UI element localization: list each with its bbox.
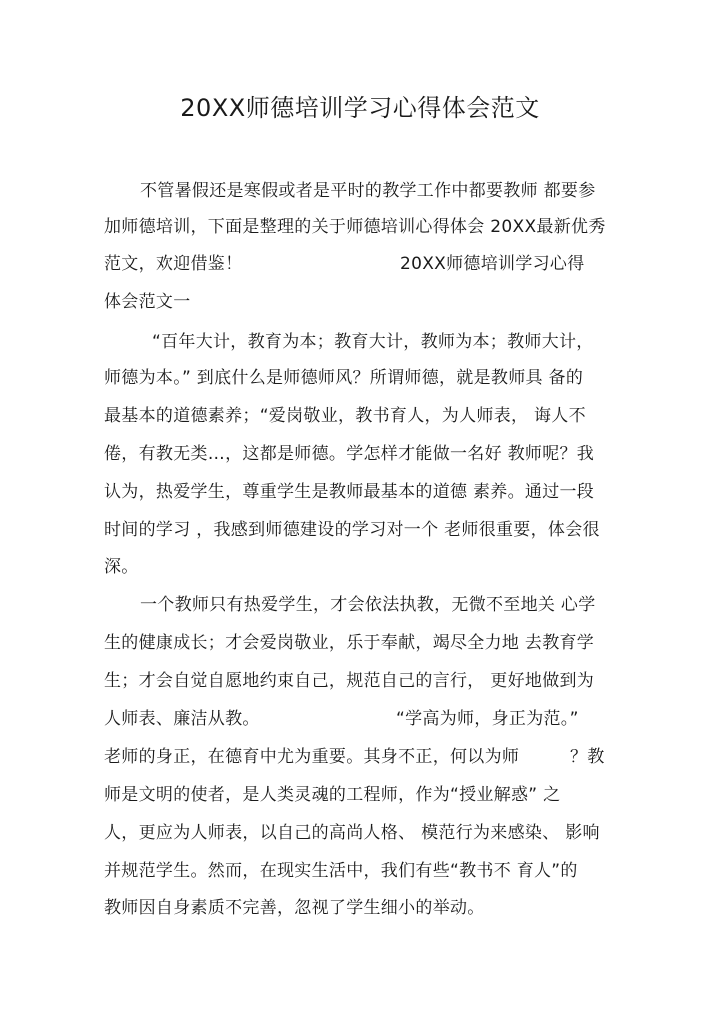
text-line: 加师德培训，下面是整理的关于师德培训心得体会 20XX最新优秀 <box>104 217 606 237</box>
text-line: 20XX师德培训学习心得 <box>400 254 585 274</box>
text-line: “学高为师，身正为范。” <box>396 709 579 729</box>
text-line: 生的健康成长；才会爱岗敬业，乐于奉献，竭尽全力地 去教育学 <box>104 633 595 653</box>
text-line: 一个教师只有热爱学生，才会依法执教，无微不至地关 心学 <box>140 595 596 615</box>
text-line: 师德为本。” 到底什么是师德师风？所谓师德，就是教师具 备的 <box>104 368 584 388</box>
document-title: 20XX师德培训学习心得体会范文 <box>180 94 540 122</box>
text-line: 不管暑假还是寒假或者是平时的教学工作中都要教师 都要参 <box>140 181 596 201</box>
text-line: 人，更应为人师表，以自己的高尚人格、 模范行为来感染、 影响 <box>104 823 600 843</box>
text-line: 生；才会自觉自愿地约束自己，规范自己的言行， 更好地做到为 <box>104 671 595 691</box>
text-line: 人师表、廉洁从教。 <box>104 709 260 729</box>
text-line: 教师因自身素质不完善，忽视了学生细小的举动。 <box>104 898 485 918</box>
text-line: 师是文明的使者，是人类灵魂的工程师，作为“授业解惑” 之 <box>104 785 561 805</box>
text-line: “百年大计，教育为本；教育大计，教师为本；教师大计， <box>152 332 594 352</box>
text-line: 时间的学习 ，我感到师德建设的学习对一个 老师很重要，体会很 <box>104 520 600 540</box>
text-line: 范文，欢迎借鉴！ <box>104 254 243 274</box>
text-line: 认为，热爱学生，尊重学生是教师最基本的道德 素养。通过一段 <box>104 482 595 502</box>
text-line: 体会范文一 <box>104 292 191 312</box>
text-line: 老师的身正，在德育中尤为重要。其身不正，何以为师 <box>104 747 520 767</box>
text-line: 并规范学生。然而，在现实生活中，我们有些“教书不 育人”的 <box>104 861 578 881</box>
text-line: 倦，有教无类…，这都是师德。学怎样才能做一名好 教师呢？我 <box>104 444 595 464</box>
text-line: 最基本的道德素养；“爱岗敬业，教书育人，为人师表， 诲人不 <box>104 406 586 426</box>
text-line: 深。 <box>104 557 139 577</box>
text-line: ？教 <box>570 747 605 767</box>
